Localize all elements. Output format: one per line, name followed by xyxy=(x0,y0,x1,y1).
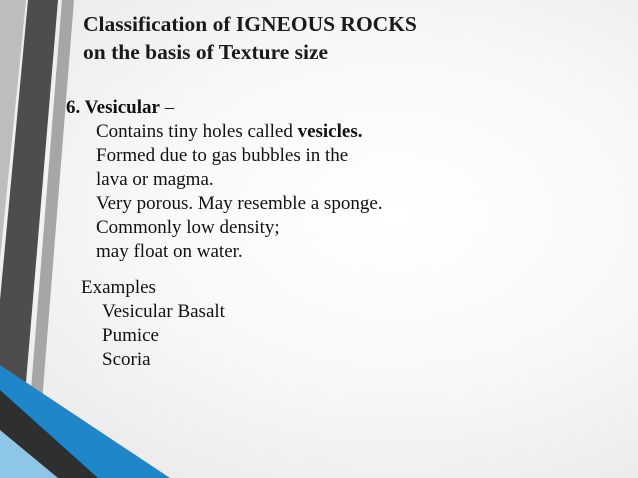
description-line-6: may float on water. xyxy=(96,241,243,262)
slide-title xyxy=(83,10,417,66)
description-line-1-text: Contains tiny holes called xyxy=(96,121,298,142)
title-line-1: Classification of IGNEOUS ROCKS xyxy=(83,12,417,36)
description-line-1 xyxy=(96,120,383,144)
example-item: Scoria xyxy=(102,349,151,370)
section-name: 6. Vesicular xyxy=(66,97,160,118)
examples-list xyxy=(102,300,225,372)
description-line-2: Formed due to gas bubbles in the xyxy=(96,145,349,166)
description-line-5: Commonly low density; xyxy=(96,217,280,238)
example-item: Pumice xyxy=(102,325,159,346)
description-line-4: Very porous. May resemble a sponge. xyxy=(96,193,383,214)
example-item: Vesicular Basalt xyxy=(102,301,225,322)
description-list xyxy=(96,120,383,264)
description-line-3: lava or magma. xyxy=(96,169,214,190)
section-dash: – xyxy=(159,97,175,118)
title-line-2: on the basis of Texture size xyxy=(83,40,329,64)
vesicles-term: vesicles. xyxy=(297,121,363,142)
section-heading xyxy=(66,96,174,120)
examples-label: Examples xyxy=(81,277,156,298)
